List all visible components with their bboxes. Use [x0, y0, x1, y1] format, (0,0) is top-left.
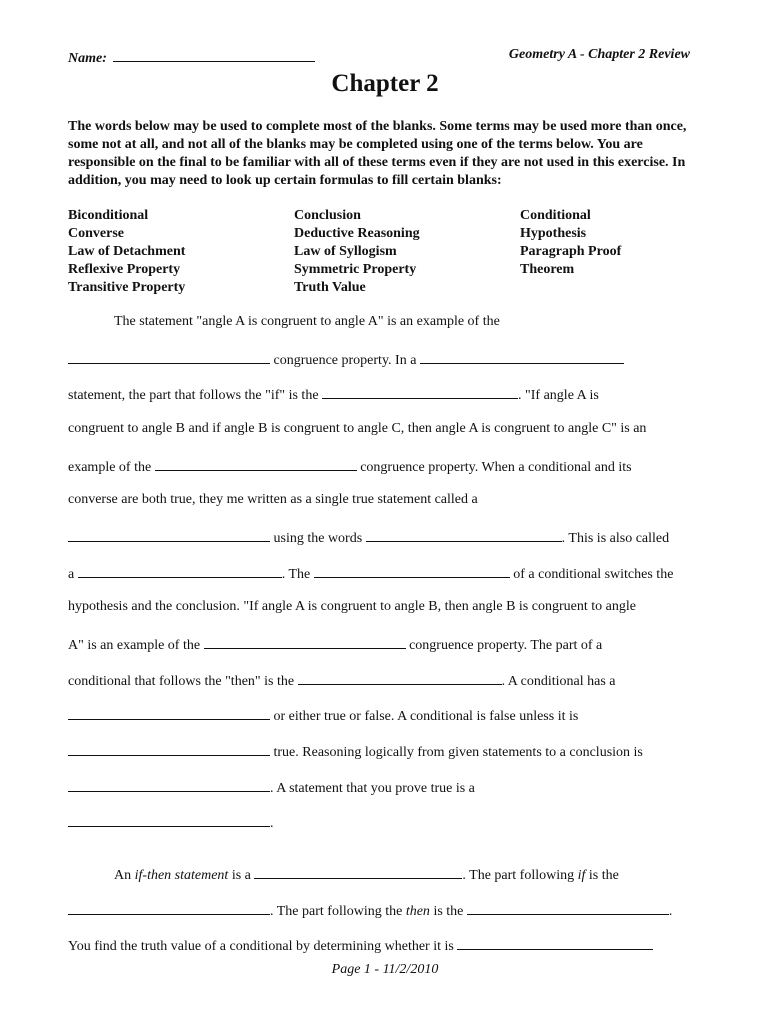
line-6: converse are both true, they me written as a single true statement called a — [68, 492, 478, 507]
answer-blank[interactable] — [155, 456, 357, 471]
term: Law of Detachment — [68, 244, 186, 259]
answer-blank[interactable] — [68, 527, 270, 542]
term: Transitive Property — [68, 280, 186, 295]
line-12: or either true or false. A conditional is false unless it is — [68, 705, 578, 726]
term: Truth Value — [294, 280, 366, 295]
answer-blank[interactable] — [420, 349, 624, 364]
term: Symmetric Property — [294, 262, 417, 277]
line-4: congruent to angle B and if angle B is congruent to angle C, then angle A is congruent to angle C" is an — [68, 421, 647, 436]
line-3: statement, the part that follows the "if" is the . "If angle A is — [68, 384, 599, 405]
answer-blank[interactable] — [298, 670, 502, 685]
term: Conditional — [520, 208, 591, 223]
word-bank-column-2 — [294, 207, 420, 297]
term: Biconditional — [68, 208, 149, 223]
term: Deductive Reasoning — [294, 226, 420, 241]
word-bank-column-3 — [520, 207, 621, 279]
term: Theorem — [520, 262, 575, 277]
answer-blank[interactable] — [68, 705, 270, 720]
answer-blank[interactable] — [314, 563, 510, 578]
line-11: conditional that follows the "then" is the . A conditional has a — [68, 670, 616, 691]
line-18: You find the truth value of a conditional by determining whether it is — [68, 935, 653, 956]
line-9: hypothesis and the conclusion. "If angle A is congruent to angle B, then angle B is congruent to angle — [68, 599, 636, 614]
line-5: example of the congruence property. When a conditional and its — [68, 456, 632, 477]
line-7: using the words . This is also called — [68, 527, 669, 548]
page-footer: Page 1 - 11/2/2010 — [331, 962, 439, 977]
page-title: Chapter 2 — [331, 70, 439, 97]
line-15: . — [68, 812, 274, 833]
term: Hypothesis — [520, 226, 587, 241]
line-13: true. Reasoning logically from given statements to a conclusion is — [68, 741, 643, 762]
answer-blank[interactable] — [68, 900, 270, 915]
answer-blank[interactable] — [457, 935, 653, 950]
answer-blank[interactable] — [68, 349, 270, 364]
answer-blank[interactable] — [68, 777, 270, 792]
term: Conclusion — [294, 208, 361, 223]
word-bank-column-1 — [68, 207, 185, 297]
term: Reflexive Property — [68, 262, 181, 277]
name-label: Name: — [68, 51, 107, 66]
answer-blank[interactable] — [78, 563, 282, 578]
term: Converse — [68, 226, 124, 241]
name-field — [68, 47, 315, 67]
answer-blank[interactable] — [68, 812, 270, 827]
line-2: congruence property. In a — [68, 349, 624, 370]
term: Law of Syllogism — [294, 244, 397, 259]
line-17: . The part following the then is the . — [68, 900, 672, 921]
term: Paragraph Proof — [520, 244, 622, 259]
answer-blank[interactable] — [366, 527, 562, 542]
answer-blank[interactable] — [254, 864, 462, 879]
instructions: The words below may be used to complete most of the blanks. Some terms may be used more than once, some not at all, and not all of the blanks may be completed using one of the terms below. You are responsible on the final to be familiar with all of these terms even if they are not used in this exercise. In addition, you may need to look up certain formulas to fill certain blanks: — [68, 119, 687, 188]
answer-blank[interactable] — [68, 741, 270, 756]
line-1: The statement "angle A is congruent to angle A" is an example of the — [114, 314, 500, 329]
line-8: a . The of a conditional switches the — [68, 563, 673, 584]
line-16: An if-then statement is a . The part following if is the — [114, 864, 619, 885]
answer-blank[interactable] — [322, 384, 518, 399]
answer-blank[interactable] — [467, 900, 669, 915]
answer-blank[interactable] — [204, 634, 406, 649]
line-10: A" is an example of the congruence property. The part of a — [68, 634, 602, 655]
course-title: Geometry A - Chapter 2 Review — [508, 47, 690, 62]
name-blank[interactable] — [113, 47, 315, 62]
line-14: . A statement that you prove true is a — [68, 777, 475, 798]
